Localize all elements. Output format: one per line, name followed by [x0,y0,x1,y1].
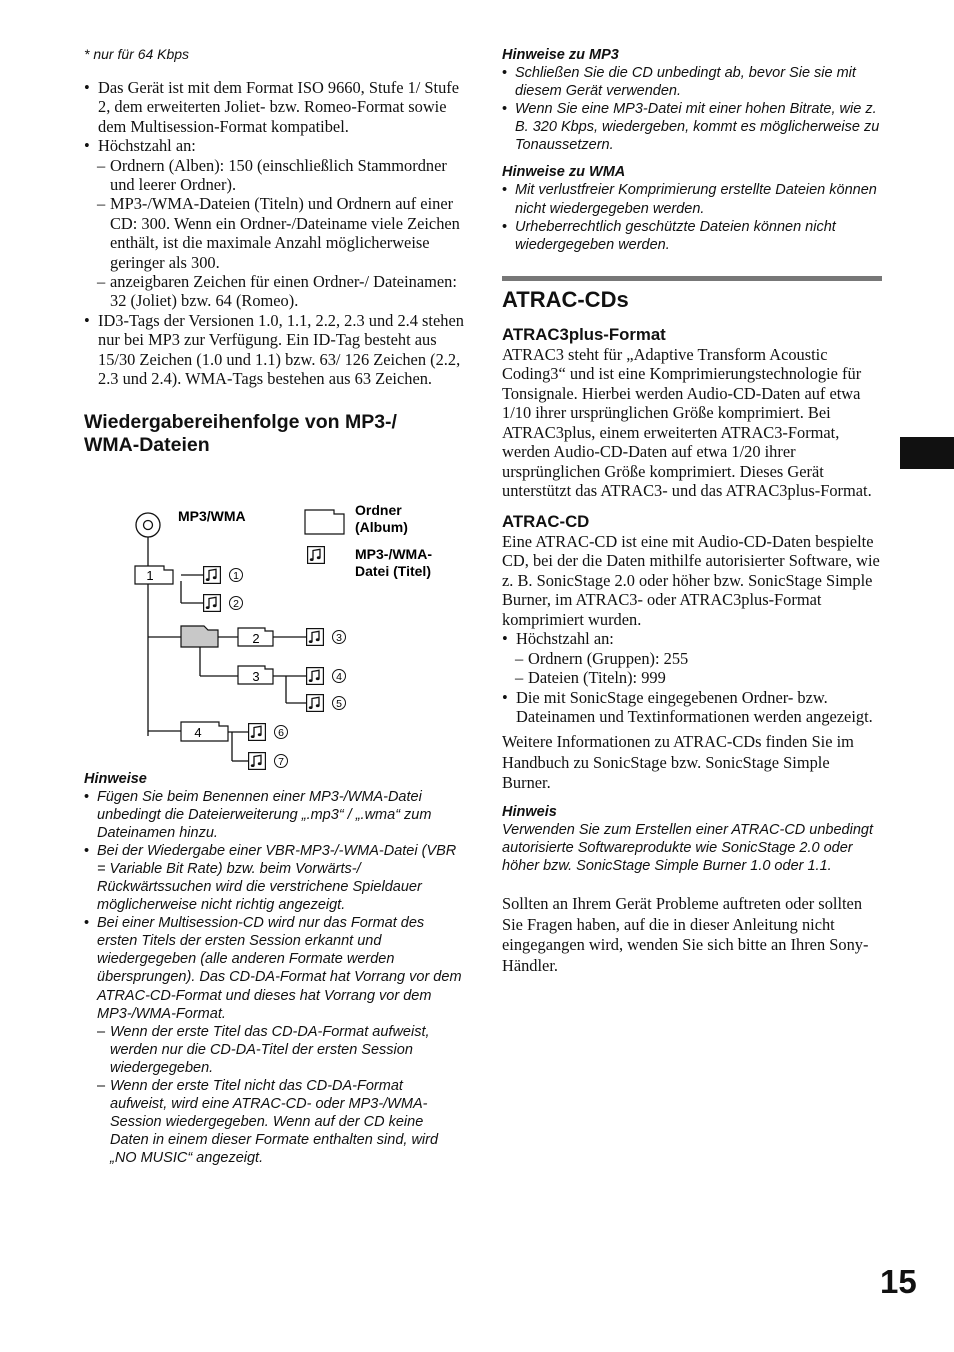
track-number: 4 [336,671,342,683]
note-sub-item: – Wenn der erste Titel nicht das CD-DA-Format aufweist, wird eine ATRAC-CD- oder MP3-/WMA-Session wiedergegeben. Wenn auf der CD keine Daten in einem dieser Formate enthalten sind, wird „NO MUSIC“ angezeigt. [84,1077,464,1167]
section-divider [502,276,882,281]
folder-number: 2 [252,631,260,646]
list-item: • Die mit SonicStage eingegebenen Ordner- bzw. Dateinamen und Textinformationen werden angezeigt. [502,688,882,727]
music-file-icon [204,595,221,612]
list-item: • Das Gerät ist mit dem Format ISO 9660, Stufe 1/ Stufe 2, dem erweiterten Joliet- bzw. Romeo-Format sowie dem Multisession-Format kompatibel. [84,78,464,136]
music-file-icon [249,724,266,741]
list-item: • ID3-Tags der Versionen 1.0, 1.1, 2.2, 2.3 und 2.4 stehen nur bei MP3 zur Verfügung. Ein ID-Tag besteht aus 15/30 Zeichen (1.0 und 1.1) bzw. 63/ 126 Zeichen (2.2, 2.3 und 2.4). WMA-Tags bestehen aus 63 Zeichen. [84,311,464,389]
folder-tree-diagram [128,500,468,780]
legend-folder-line2: (Album) [355,519,408,535]
root-label: MP3/WMA [178,508,246,524]
closing-text: Sollten an Ihrem Gerät Probleme auftreten oder sollten Sie Fragen haben, auf die in dieser Anleitung nicht eingegangen wird, wenden Sie sich bitte an Ihren Sony-Händler. [502,894,869,975]
atrac-cd-heading: ATRAC-CD [502,511,590,531]
page-number: 15 [880,1263,917,1300]
sub-list-item: – anzeigbaren Zeichen für einen Ordner-/ Dateinamen: 32 (Joliet) bzw. 64 (Romeo). [84,272,464,311]
sub-list-item: – Dateien (Titeln): 999 [502,668,882,687]
legend-file-icon [308,547,325,564]
folder-number: 3 [252,669,260,684]
note-item: • Urheberrechtlich geschützte Dateien können nicht wiedergegeben werden. [502,218,882,254]
atrac-section-title: ATRAC-CDs [502,286,629,312]
folder-number: 1 [146,568,154,583]
footnote: * nur für 64 Kbps [84,46,190,62]
music-file-icon [249,753,266,770]
music-file-icon [307,695,324,712]
list-item: • Höchstzahl an: [502,629,882,648]
atrac3plus-heading: ATRAC3plus-Format [502,324,666,344]
music-file-icon [307,668,324,685]
folder-icon [181,722,228,741]
notes-title: Hinweise [84,770,147,787]
right-column [502,46,882,976]
note-item: • Bei einer Multisession-CD wird nur das Format des ersten Titels der ersten Session erkannt und wiedergegeben (alle anderen Formate werden übersprungen). Das CD-DA-Format hat Vorrang vor dem ATRAC-CD-Format und dieses hat Vorrang vor dem MP3-/WMA-Format. [84,914,464,1023]
legend-file-line2: Datei (Titel) [355,563,431,579]
wma-notes-title: Hinweise zu WMA [502,164,626,181]
folder-number: 4 [194,725,202,740]
more-info-text: Weitere Informationen zu ATRAC-CDs finden Sie im Handbuch zu SonicStage bzw. SonicStage Simple Burner. [502,732,854,793]
legend-file-line1: MP3-/WMA- [355,546,432,562]
folder-icon [181,626,218,647]
legend-folder-line1: Ordner [355,502,402,518]
cd-icon [136,513,160,537]
playback-order-heading: Wiedergabereihenfolge von MP3-/ WMA-Dateien [84,410,397,456]
legend-folder-icon [305,510,344,534]
note-sub-item: – Wenn der erste Titel das CD-DA-Format aufweist, werden nur die CD-DA-Titel der ersten Session wiedergegeben. [84,1023,464,1077]
track-number: 5 [336,698,342,710]
folder-icon [135,566,173,584]
sub-list-item: – Ordnern (Gruppen): 255 [502,649,882,668]
sub-list-item: – Ordnern (Alben): 150 (einschließlich Stammordner und leerer Ordner). [84,156,464,195]
track-number: 1 [233,570,239,582]
note-item: • Schließen Sie die CD unbedingt ab, bevor Sie sie mit diesem Gerät verwenden. [502,64,882,100]
folder-icon [238,666,273,684]
track-number: 7 [278,756,284,768]
track-number: 3 [336,632,342,644]
atrac3plus-text: ATRAC3 steht für „Adaptive Transform Acoustic Coding3“ und ist eine Komprimierungstechnologie für Tonsignale. Hierbei werden Audio-CD-Daten auf etwa 1/10 ihrer ursprünglichen Größe komprimiert. Bei ATRAC3plus, einem erweiterten ATRAC3-Format, werden Audio-CD-Daten auf etwa 1/20 ihrer ursprünglichen Größe komprimiert. Dieses Gerät unterstützt das ATRAC3- und das ATRAC3plus-Format. [502,344,872,501]
note-item: • Bei der Wiedergabe einer VBR-MP3-/-WMA-Datei (VBR = Variable Bit Rate) bzw. beim Vorwärts-/ Rückwärtssuchen wird die verstrichene Spieldauer möglicherweise nicht richtig angezeigt. [84,842,464,914]
music-file-icon [204,567,221,584]
note-item: • Wenn Sie eine MP3-Datei mit einer hohen Bitrate, wie z. B. 320 Kbps, wiedergeben, kommt es möglicherweise zu Tonaussetzern. [502,100,882,154]
mp3-notes-title: Hinweise zu MP3 [502,47,619,63]
hint-title: Hinweis [502,803,557,820]
hint-text: Verwenden Sie zum Erstellen einer ATRAC-CD unbedingt autorisierte Softwareprodukte wie SonicStage 2.0 oder höher bzw. SonicStage Simple Burner 1.0 oder 1.1. [502,821,873,875]
section-tab-marker [900,437,954,469]
track-number: 2 [233,598,239,610]
note-item: • Fügen Sie beim Benennen einer MP3-/WMA-Datei unbedingt die Dateierweiterung „.mp3“ / „.wma“ zum Dateinamen hinzu. [84,788,464,842]
list-item: • Höchstzahl an: [84,136,464,155]
sub-list-item: – MP3-/WMA-Dateien (Titeln) und Ordnern auf einer CD: 300. Wenn ein Ordner-/Dateiname viele Zeichen enthält, ist die maximale Anzahl möglicherweise geringer als 300. [84,194,464,272]
atrac-cd-text: Eine ATRAC-CD ist eine mit Audio-CD-Daten bespielte CD, bei der die Daten mithilfe autorisierter Software, wie z. B. SonicStage 2.0 oder höher bzw. SonicStage Simple Burner, im ATRAC3- oder ATRAC3plus-Format komprimiert wurden. [502,531,880,629]
note-item: • Mit verlustfreier Komprimierung erstellte Dateien können nicht wiedergegeben werden. [502,181,882,217]
track-number: 6 [278,727,284,739]
music-file-icon [307,629,324,646]
folder-icon [238,628,273,646]
